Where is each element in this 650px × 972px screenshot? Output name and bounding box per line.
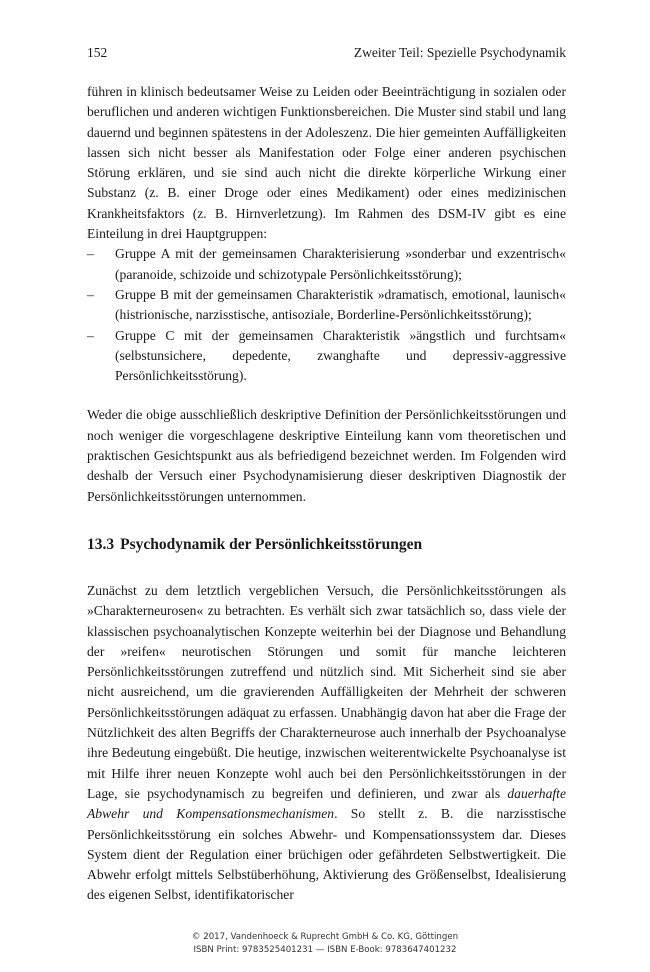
section-title: Psychodynamik der Persönlichkeitsstörungen (120, 535, 423, 553)
list-dash: – (87, 327, 94, 343)
list-item-text: Gruppe B mit der gemeinsamen Charakteristik »dramatisch, emotional, launisch« (histrionische, narzisstische, antisoziale, Borderline-Persönlichkeitsstörung); (115, 286, 566, 323)
running-header (87, 44, 566, 62)
paragraph-3-text-a: Zunächst zu dem letztlich vergeblichen Versuch, die Persönlichkeitsstörungen als »Charakterneurosen« zu betrachten. Es verhält sich zwar tatsächlich so, dass viele der klassischen psychoanalytischen Konzepte weiterhin bei der Diagnose und Behandlung der »reifen« neurotischen Störungen und somit für manche leichteren Persönlichkeitsstörungen zutreffend und nützlich sind. Mit Sicherheit sind sie aber nicht ausreichend, um die gravierenden Auffälligkeiten der Mehrheit der schweren Persönlichkeitsstörungen adäquat zu erfassen. Unabhängig davon hat aber die Frage der Nützlichkeit des alten Begriffs der Charakterneurose auch innerhalb der Psychoanalyse ihre Bedeutung eingebüßt. Die heutige, inzwischen weiterentwickelte Psychoanalyse ist mit Hilfe ihrer neuen Konzepte wohl auch bei den Persönlichkeitsstörungen in der Lage, sie psychodynamisch zu begreifen und definieren, und zwar als (87, 582, 566, 801)
list-item (87, 285, 566, 326)
paragraph-3-text-b: . So stellt z. B. die narzisstische Persönlichkeitsstörung ein solches Abwehr- und Kompensationssystem dar. Dieses System dient der Regulation einer brüchigen oder gefährdeten Selbstwertigkeit. Die Abwehr erfolgt mittels Selbstüberhöhung, Aktivierung des Größenselbst, Idealisierung des eigenen Selbst, identifikatorischer (87, 806, 566, 903)
list-item-text: Gruppe C mit der gemeinsamen Charakteristik »ängstlich und furchtsam« (selbstunsichere, depedente, zwanghafte und depressiv-aggressive Persönlichkeitsstörung). (115, 327, 566, 384)
page-number: 152 (87, 45, 108, 60)
copyright-line: © 2017, Vandenhoeck & Ruprecht GmbH & Co. KG, Göttingen (191, 932, 459, 942)
book-page (87, 44, 566, 906)
paragraph-2: Weder die obige ausschließlich deskriptive Definition der Persönlichkeitsstörungen und noch weniger die vorgeschlagene deskriptive Einteilung kann vom theoretischen und praktischen Gesichtspunkt aus als befriedigend bezeichnet werden. Im Folgenden wird deshalb der Versuch einer Psychodynamisierung dieser deskriptiven Diagnostik der Persönlichkeitsstörungen unternommen. (87, 407, 566, 504)
list-dash: – (87, 246, 94, 262)
isbn-line: ISBN Print: 9783525401231 — ISBN E-Book: 9783647401232 (193, 945, 457, 955)
paragraph-3 (87, 581, 566, 906)
copyright-footer (0, 931, 650, 957)
emphasis-text: dauerhafte Abwehr und Kompensationsmechanismen (87, 785, 566, 822)
list-item-text: Gruppe A mit der gemeinsamen Charakterisierung »sonderbar und exzentrisch« (paranoide, schizoide und schizotypale Persönlichkeitsstörung); (115, 246, 566, 282)
running-title: Zweiter Teil: Spezielle Psychodynamik (353, 45, 566, 60)
section-heading (87, 535, 566, 555)
paragraph-1: führen in klinisch bedeutsamer Weise zu Leiden oder Beeinträchtigung in sozialen oder beruflichen und anderen wichtigen Funktionsbereichen. Die Muster sind stabil und lang dauernd und beginnen spätestens in der Adoleszenz. Die hier gemeinten Auffälligkeiten lassen sich nicht besser als Manifestation oder Folge einer anderen psychischen Störung erklären, und sie sind auch nicht die direkte körperliche Wirkung einer Substanz (z. B. einer Droge oder eines Medikament) oder eines medizinischen Krankheitsfaktors (z. B. Hirnverletzung). Im Rahmen des DSM-IV gibt es eine Einteilung in drei Hauptgruppen: (87, 84, 566, 242)
section-number: 13.3 (87, 535, 115, 553)
list-item (87, 244, 566, 285)
dsm-group-list (87, 244, 566, 386)
list-item (87, 326, 566, 387)
list-dash: – (87, 286, 94, 302)
